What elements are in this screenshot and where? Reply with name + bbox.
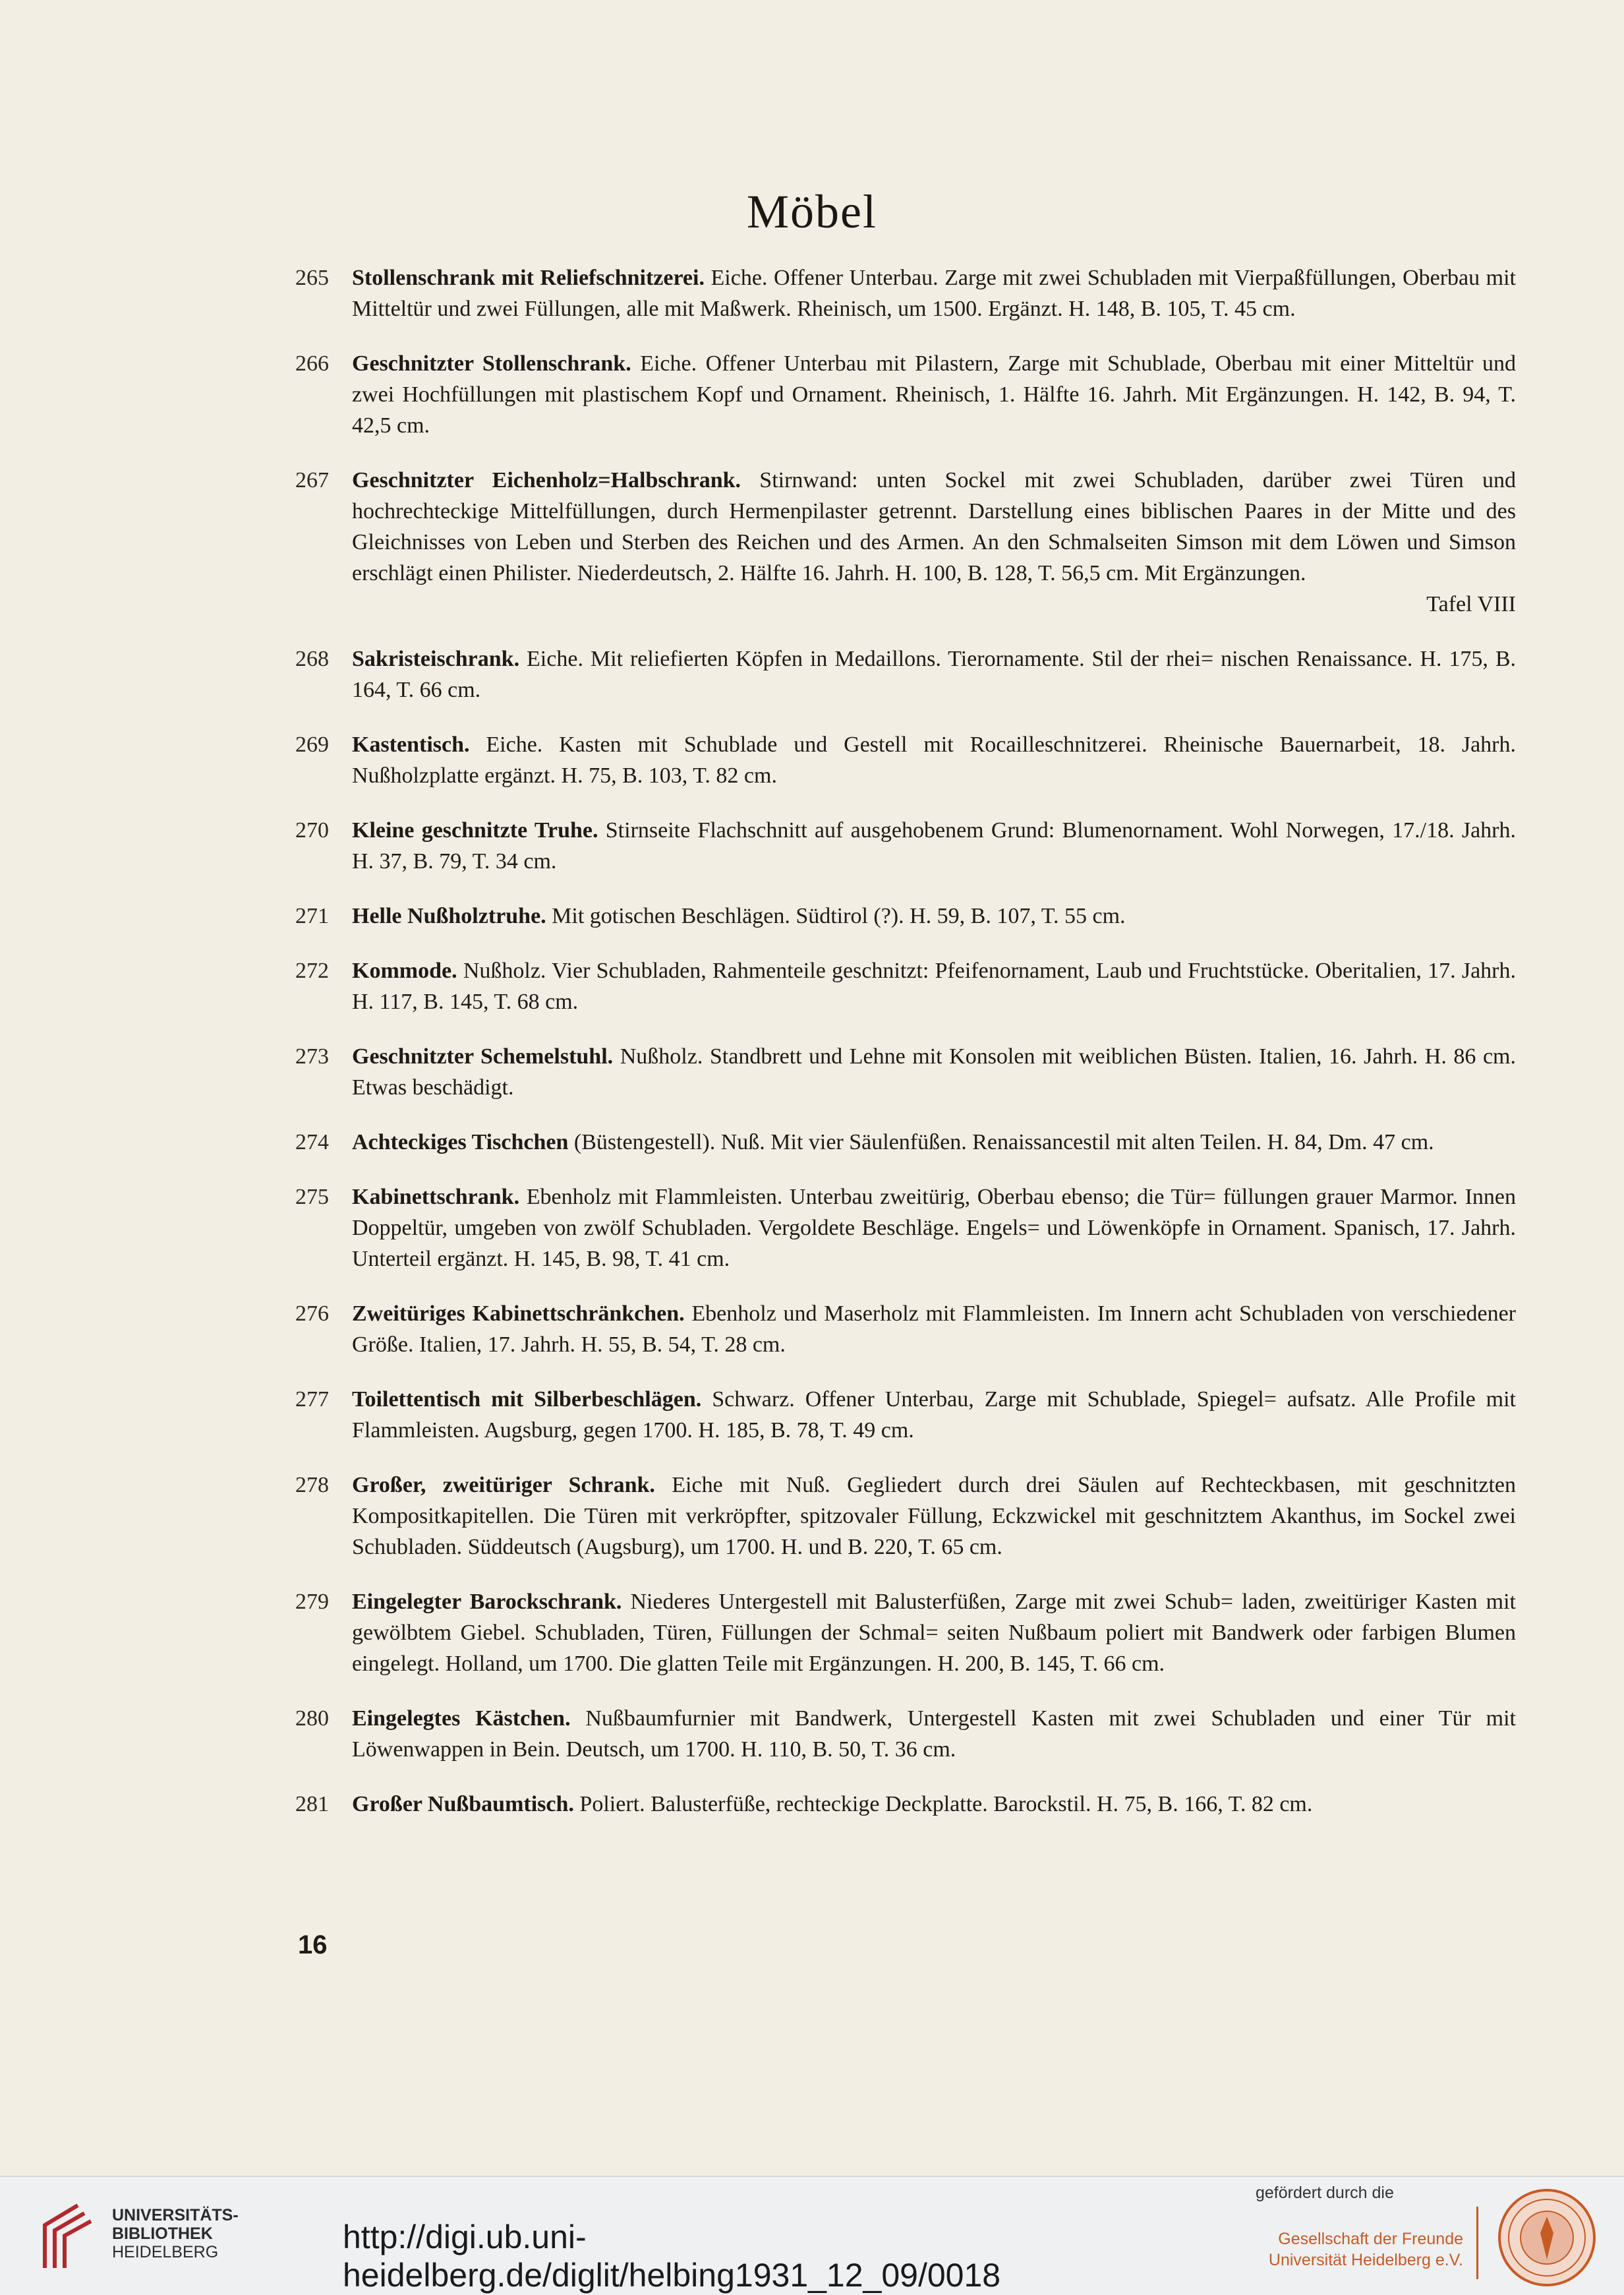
entry-number: 269 — [295, 732, 329, 757]
entry-description: Stirnseite Flachschnitt auf ausgehobenem Grund: Blumenornament. Wohl Norwegen, 17./18. Jahrh. H. 37, B. 79, T. 34 cm. — [352, 818, 1516, 874]
catalog-entry — [295, 348, 1516, 441]
entry-description: Nußbaumfurnier mit Bandwerk, Untergestell Kasten mit zwei Schubladen und einer Tür mit Löwenwappen in Bein. Deutsch, um 1700. H. 110, B. 50, T. 36 cm. — [352, 1706, 1517, 1762]
university-seal-icon — [1496, 2187, 1598, 2289]
entry-number: 270 — [295, 818, 329, 843]
entry-title: Geschnitzter Stollenschrank. — [352, 351, 631, 376]
society-name-line2: Universität Heidelberg e.V. — [1268, 2251, 1463, 2269]
catalog-entry — [295, 262, 1516, 324]
entry-number: 279 — [295, 1590, 329, 1614]
entry-title: Zweitüriges Kabinettschränkchen. — [352, 1301, 685, 1326]
entry-description: Nußholz. Vier Schubladen, Rahmenteile geschnitzt: Pfeifenornament, Laub und Fruchtstücke. Oberitalien, 17. Jahrh. H. 117, B. 145, T. 68 cm. — [352, 959, 1516, 1014]
entry-title: Geschnitzter Schemelstuhl. — [352, 1044, 614, 1069]
entry-number: 280 — [295, 1706, 329, 1731]
catalog-entry — [295, 1703, 1516, 1765]
entry-title: Eingelegter Barockschrank. — [352, 1590, 622, 1614]
catalog-entry — [295, 815, 1516, 877]
entry-number: 276 — [295, 1301, 329, 1326]
entry-number: 278 — [295, 1473, 329, 1497]
entry-title: Stollenschrank mit Reliefschnitzerei. — [352, 266, 705, 290]
catalog-entry — [295, 1298, 1516, 1360]
entry-description: (Büstengestell). Nuß. Mit vier Säulenfüßen. Renaissancestil mit alten Teilen. H. 84, Dm. 47 cm. — [568, 1130, 1434, 1154]
catalog-entry — [295, 1041, 1516, 1103]
entry-number: 266 — [295, 351, 329, 376]
entry-number: 277 — [295, 1387, 329, 1412]
entry-description: Eiche. Kasten mit Schublade und Gestell mit Rocailleschnitzerei. Rheinische Bauernarbeit, 18. Jahrh. Nußholzplatte ergänzt. H. 75, B. 103, T. 82 cm. — [352, 732, 1516, 788]
entry-title: Kommode. — [352, 959, 457, 983]
entry-number: 275 — [295, 1185, 329, 1209]
entry-number: 272 — [295, 959, 329, 983]
library-name-line3: HEIDELBERG — [112, 2243, 219, 2261]
catalog-entry — [295, 1127, 1516, 1158]
library-name-line1: UNIVERSITÄTS- — [112, 2206, 239, 2224]
entry-description: Ebenholz und Maserholz mit Flammleisten. Im Innern acht Schubladen von verschiedener Größe. Italien, 17. Jahrh. H. 55, B. 54, T. 28 cm. — [352, 1301, 1516, 1357]
entry-description: Eiche. Offener Unterbau. Zarge mit zwei Schubladen mit Vierpaßfüllungen, Oberbau mit Mitteltür und zwei Füllungen, alle mit Maßwerk. Rheinisch, um 1500. Ergänzt. H. 148, B. 105, T. 45 cm. — [352, 266, 1516, 321]
catalog-entry — [295, 465, 1516, 620]
catalog-entry — [295, 1384, 1516, 1446]
entry-description: Ebenholz mit Flammleisten. Unterbau zweitürig, Oberbau ebenso; die Tür= füllungen grauer Marmor. Innen Doppeltür, umgeben von zwölf Schubladen. Vergoldete Beschläge. Engels= und Löwenköpfe in Ornament. Spanisch, 17. Jahrh. Unterteil ergänzt. H. 145, B. 98, T. 41 cm. — [352, 1185, 1516, 1271]
entry-description: Schwarz. Offener Unterbau, Zarge mit Schublade, Spiegel= aufsatz. Alle Profile mit Flammleisten. Augsburg, gegen 1700. H. 185, B. 78, T. 49 cm. — [352, 1387, 1516, 1443]
entry-title: Achteckiges Tischchen — [352, 1130, 569, 1154]
entry-description: Mit gotischen Beschlägen. Südtirol (?). H. 59, B. 107, T. 55 cm. — [546, 904, 1126, 928]
entry-number: 271 — [295, 904, 329, 928]
catalog-entry — [295, 729, 1516, 791]
entry-title: Helle Nußholztruhe. — [352, 904, 546, 928]
entry-description: Poliert. Balusterfüße, rechteckige Deckplatte. Barockstil. H. 75, B. 166, T. 82 cm. — [573, 1792, 1313, 1816]
footer-bar — [0, 2176, 1624, 2295]
page-heading: Möbel — [747, 185, 877, 238]
society-name — [1265, 2228, 1463, 2271]
catalog-entry — [295, 1586, 1516, 1679]
entry-title: Kastentisch. — [352, 732, 470, 757]
library-name-line2: BIBLIOTHEK — [112, 2224, 213, 2243]
society-name-line1: Gesellschaft der Freunde — [1278, 2230, 1463, 2248]
entry-description: Stirnwand: unten Sockel mit zwei Schubladen, darüber zwei Türen und hochrechteckige Mittelfüllungen, durch Hermenpilaster getrennt. Darstellung eines biblischen Paares in der Mitte und des Gleichnisses von Leben und Sterben des Reichen und des Armen. An den Schmalseiten Simson mit dem Löwen und Simson erschlägt einen Philister. Niederdeutsch, 2. Hälfte 16. Jahrh. H. 100, B. 128, T. 56,5 cm. Mit Ergänzungen. — [352, 468, 1516, 585]
page-number: 16 — [298, 1930, 328, 1959]
entry-title: Sakristeischrank. — [352, 647, 520, 671]
entry-description: Eiche mit Nuß. Gegliedert durch drei Säulen auf Rechteckbasen, mit geschnitzten Kompositkapitellen. Die Türen mit verkröpfter, spitzovaler Füllung, Eckzwickel mit geschnitztem Akanthus, im Sockel zwei Schubladen. Süddeutsch (Augsburg), um 1700. H. und B. 220, T. 65 cm. — [352, 1473, 1516, 1559]
catalog-entry — [295, 901, 1516, 932]
permalink-url[interactable]: http://digi.ub.uni-heidelberg.de/diglit/helbing1931_12_09/0018 — [343, 2219, 1001, 2294]
library-name — [112, 2206, 239, 2261]
catalog-entry — [295, 1789, 1516, 1820]
entry-number: 267 — [295, 468, 329, 492]
entry-title: Kleine geschnitzte Truhe. — [352, 818, 598, 843]
catalog-entry — [295, 643, 1516, 705]
footer-divider — [1476, 2207, 1478, 2279]
entry-title: Großer, zweitüriger Schrank. — [352, 1473, 655, 1497]
catalog-entry — [295, 1470, 1516, 1563]
entry-number: 274 — [295, 1130, 329, 1154]
entry-title: Toilettentisch mit Silberbeschlägen. — [352, 1387, 702, 1412]
catalog-entry — [295, 1181, 1516, 1274]
entry-title: Kabinettschrank. — [352, 1185, 520, 1209]
entry-description: Niederes Untergestell mit Balusterfüßen, Zarge mit zwei Schub= laden, zweitüriger Kasten mit gewölbtem Giebel. Schubladen, Türen, Füllungen der Schmal= seiten Nußbaum poliert mit Bandwerk oder farbigen Blumen eingelegt. Holland, um 1700. Die glatten Teile mit Ergänzungen. H. 200, B. 145, T. 66 cm. — [352, 1590, 1516, 1676]
entry-description: Eiche. Mit reliefierten Köpfen in Medaillons. Tierornamente. Stil der rhei= nischen Renaissance. H. 175, B. 164, T. 66 cm. — [352, 647, 1516, 702]
library-logo-icon — [38, 2199, 98, 2271]
entry-title: Eingelegtes Kästchen. — [352, 1706, 571, 1731]
entry-number: 273 — [295, 1044, 329, 1069]
catalog-entry — [295, 955, 1516, 1017]
entry-title: Geschnitzter Eichenholz=Halbschrank. — [352, 468, 741, 492]
catalog-entries — [295, 262, 1516, 1843]
entry-number: 265 — [295, 266, 329, 290]
entry-description: Nußholz. Standbrett und Lehne mit Konsolen mit weiblichen Büsten. Italien, 16. Jahrh. H. 86 cm. Etwas beschädigt. — [352, 1044, 1517, 1100]
funded-by-text: gefördert durch die — [1256, 2184, 1394, 2202]
entry-plate-reference: Tafel VIII — [1426, 592, 1516, 616]
entry-number: 268 — [295, 647, 329, 671]
entry-title: Großer Nußbaumtisch. — [352, 1792, 574, 1816]
entry-number: 281 — [295, 1792, 329, 1816]
entry-description: Eiche. Offener Unterbau mit Pilastern, Zarge mit Schublade, Oberbau mit einer Mitteltür und zwei Hochfüllungen mit plastischem Kopf und Ornament. Rheinisch, 1. Hälfte 16. Jahrh. Mit Ergänzungen. H. 142, B. 94, T. 42,5 cm. — [352, 351, 1516, 438]
